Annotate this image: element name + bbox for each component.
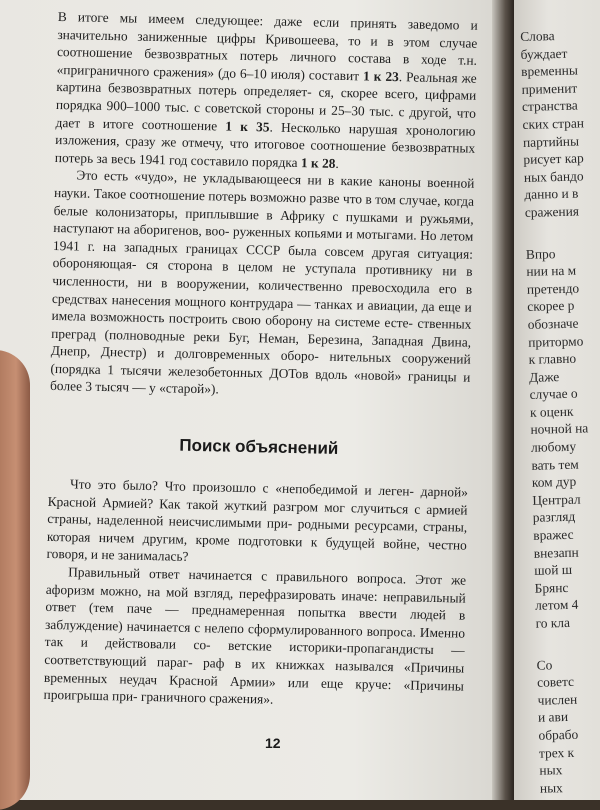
text-line: странства xyxy=(521,97,578,115)
paragraph-3 xyxy=(46,475,468,572)
text-line: что в том случае, когда белые колонизаторы, приплывшие в xyxy=(53,190,475,223)
text-line: Слова xyxy=(520,28,555,44)
text-line xyxy=(536,630,600,657)
text-line: притормо xyxy=(528,332,584,350)
text-line: летом 4 xyxy=(534,597,579,614)
text-line: весь 1941 год составило порядка 1 к 28. xyxy=(110,150,339,171)
text-line: границах СССР была совсем другая ситуация: обороняющая- xyxy=(52,240,474,273)
text-line: 1 к 35. Несколько нарушая хронологию изложения, сразу же xyxy=(55,118,476,150)
text-line: ных xyxy=(539,779,563,796)
text-line: нии на м xyxy=(526,262,577,280)
text-line: стороны и 25–30 тыс. с другой, что дает в итоге соотношение xyxy=(55,101,477,133)
text-line: 1 к 23. Реальная же картина безвозвратных потерь определяет- xyxy=(56,68,477,100)
text-line: и значительно заниженные цифры Кривошеева, то и в этом xyxy=(57,17,478,50)
text-line: ветские историки-пропагандисты — соответствующий параг- xyxy=(44,638,465,670)
text-line: ся сторона в целом не уступала противнику ни в численности, xyxy=(52,257,473,290)
left-page-text xyxy=(43,8,477,712)
text-line: дарной» Красной Армией? Как такой жуткий разгром мог xyxy=(47,483,469,515)
text-line: к оценк xyxy=(529,403,574,420)
text-line: трех к xyxy=(538,744,575,761)
text-line: случае соотношение безвозвратных потерь личного состава в xyxy=(56,34,478,67)
text-line: Со xyxy=(536,656,553,673)
text-line: Это есть «чудо», не укладывающееся ни в какие каноны xyxy=(76,167,422,190)
text-line: Впро xyxy=(525,245,556,262)
text-line: шой ш xyxy=(534,562,573,579)
text-line: В итоге мы имеем следующее: даже если принять заведомо xyxy=(57,8,460,33)
text-line: претендо xyxy=(526,280,580,297)
text-line: ни в вооружении, количественно превосходила его в средствах xyxy=(51,274,473,307)
text-line: нительных сооружений (порядка 1 тысячи железобетонных xyxy=(50,349,471,381)
text-line: временны xyxy=(520,62,579,80)
text-line: нанесения мощного контрудара — танках и авиации, да еще и xyxy=(111,291,472,315)
text-line: ночной на xyxy=(530,420,589,438)
text-line: подготовки к будущей войне, честно говоря, и не занималась? xyxy=(46,532,468,565)
text-line: Западная Двина, Днепр, Днестр) и долговременных оборо- xyxy=(50,332,472,364)
text-line: случиться с армией страны, наделенной неисчислимыми при- xyxy=(47,499,468,532)
text-line: имела возможность построить свою оборону на системе есте- xyxy=(51,308,414,331)
text-line: применит xyxy=(521,80,578,97)
text-line: буждает xyxy=(520,45,568,62)
text-line: любому xyxy=(530,438,577,455)
finger-thumb xyxy=(0,350,30,810)
text-line: обрабо xyxy=(538,726,579,743)
text-line: ных бандо xyxy=(523,168,584,185)
text-line: числен xyxy=(537,691,578,708)
text-line: сражения xyxy=(524,203,580,220)
text-line: Африку с пушками и ружьями, наступают на аборигенов, воо- xyxy=(53,207,474,239)
text-line: вать тем xyxy=(531,456,579,473)
page-number: 12 xyxy=(265,735,281,751)
text-line: Этот же афоризм можно, на мой взгляд, перефразировать xyxy=(45,571,467,603)
text-line: сформулированного вопроса. Именно так и действовали со- xyxy=(44,620,466,653)
text-line: разгляд xyxy=(532,509,576,526)
text-line: Правильный ответ начинается с правильного вопроса. xyxy=(68,564,407,587)
text-line: ходе т.н. «приграничного сражения» (до 6–10 июля) составит xyxy=(56,51,478,84)
text-line: Что это было? Что произошло с «непобедимой и леген- xyxy=(69,476,415,499)
text-line: ных xyxy=(539,762,563,778)
right-page-text xyxy=(520,25,600,797)
text-line: родными ресурсами, страны, которая ничем другим, кроме xyxy=(46,516,468,548)
text-line: отмечу, что итоговое соотношение безвозвратных потерь за xyxy=(54,134,476,166)
text-line: Централ xyxy=(532,491,581,508)
right-page xyxy=(514,0,600,800)
text-line: случае о xyxy=(529,385,578,403)
text-line: скорее р xyxy=(527,297,575,315)
text-line: ком дур xyxy=(531,473,577,491)
text-line: го кла xyxy=(535,614,571,631)
text-line: к главно xyxy=(528,350,577,367)
text-line xyxy=(525,219,600,246)
text-line: ских стран xyxy=(522,115,585,132)
text-line: граничного сражения». xyxy=(140,689,274,707)
text-line: ДОТов вдоль «новой» границы и более 3 тысяч — у «старой»). xyxy=(49,365,471,397)
text-line: данно и в xyxy=(524,185,579,203)
text-line: и ави xyxy=(537,709,569,726)
text-line: рисует кар xyxy=(523,150,584,168)
paragraph-4 xyxy=(43,563,466,713)
text-line: партийны xyxy=(522,133,580,150)
section-title: Поиск объяснений xyxy=(179,435,339,459)
text-line: вражес xyxy=(533,526,574,543)
paragraph-2 xyxy=(50,166,475,403)
text-line: внезапн xyxy=(533,544,579,561)
paragraph-1 xyxy=(55,8,478,175)
text-line: ся, скорее всего, цифрами порядка 900–1000 тыс. с советской xyxy=(55,84,477,117)
text-line: Красной Армии» или еще круче: «Причины проигрыша при- xyxy=(43,672,465,705)
text-line: раф в их книжках назывался «Причины временных неудач xyxy=(43,655,465,687)
book-gutter xyxy=(492,0,514,800)
text-line: советс xyxy=(536,674,575,690)
text-line: руженных копьями и мотыгами. Но летом 1941 г. на западных xyxy=(52,223,474,256)
text-line: ственных преград (полноводные реки Буг, Неман, Березина, xyxy=(51,315,472,348)
text-line: обозначе xyxy=(527,315,579,332)
text-line: иначе: неправильный ответ (тем паче — преднамеренная xyxy=(45,587,466,620)
text-line: попытка ввести людей в заблуждение) начинается с нелепо xyxy=(44,604,466,636)
text-line: военной науки. Такое соотношение потерь возможно разве xyxy=(53,175,475,206)
text-line: Даже xyxy=(528,368,560,385)
text-line: Брянс xyxy=(534,579,569,596)
